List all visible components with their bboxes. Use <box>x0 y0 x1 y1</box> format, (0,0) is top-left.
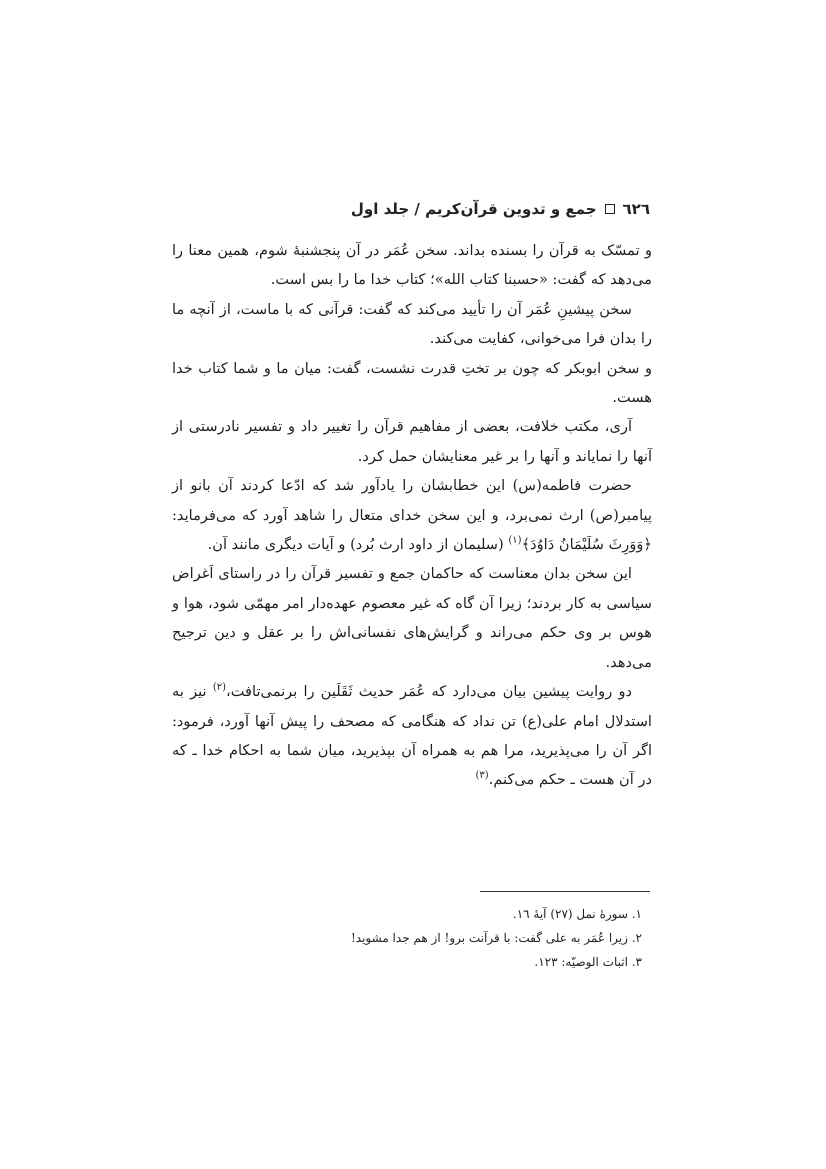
footnotes <box>172 902 652 974</box>
paragraph: این سخن بدان معناست که حاکمان جمع و تفسیر قرآن را در راستای اَغراض سیاسی به کار بردند؛ زیرا آن گاه که غیر معصوم عهده‌دار امر مهمّی شود، هوا و هوس بر وی حکم می‌راند و گرایش‌های نفسانی‌اش را بر عقل و دین ترجیح می‌دهد. <box>172 565 652 671</box>
square-bullet-icon <box>605 204 615 214</box>
body-text <box>172 236 652 795</box>
book-title: جمع و تدوین قرآن‌کریم / جلد اول <box>350 200 597 218</box>
footnote: ١. سورهٔ نمل (٢٧) آیهٔ ١٦. <box>512 907 642 921</box>
paragraph: آری، مکتب خلافت، بعضی از مفاهیم قرآن را تغییر داد و تفسیر نادرستی از آنها را نمایاند و آنها را بر غیر معنایشان حمل کرد. <box>172 418 652 465</box>
paragraph: و تمسّک به قرآن را بسنده بداند. سخن عُمَر در آن پنجشنبهٔ شوم، همین معنا را می‌دهد که گفت: «حسبنا کتاب الله»؛ کتاب خدا ما را بس است. <box>172 242 652 289</box>
footnote-ref: (١) <box>508 535 522 547</box>
footnote-divider <box>480 891 650 892</box>
footnote-ref: (٣) <box>475 770 489 782</box>
paragraph: حضرت فاطمه(س) این خطابشان را یادآور شد که ادّعا کردند آن بانو از پیامبر(ص) ارث نمی‌برد، و این سخن خدای متعال را شاهد آورد که می‌فرماید: ﴿وَوَرِثَ سُلَيْمَانُ دَاوُدَ﴾$^{(١)}$ (سلیمان از داود ارث بُرد) و آیات دیگری مانند آن. <box>172 477 652 554</box>
footnote: ٣. اثبات الوصیّه: ١٢٣. <box>534 955 642 969</box>
footnote: ٢. زیرا عُمَر به علی گفت: با قرآنت برو! از هم جدا مشوید! <box>350 931 642 945</box>
paragraph: سخن پیشینِ عُمَر آن را تأیید می‌کند که گفت: قرآنی که با ماست، از آنچه ما را بدان فرا می‌خوانی، کفایت می‌کند. <box>172 300 652 348</box>
footnote-ref: (٢) <box>212 682 226 694</box>
paragraph: دو روایت پیشین بیان می‌دارد که عُمَر حدیث ثَقَلَین را برنمی‌تافت،$^{(٢)}$ نیز به استدلال امام علی(ع) تن نداد که هنگامی که مصحف را پیش آنها آورد، فرمود: اگر آن را می‌پذیرید، مرا هم به همراه آن بپذیرید، میان شما به احکام خدا ـ که در آن هست ـ حکم می‌کنم.$^{(٣)}$ <box>172 682 652 789</box>
paragraph: و سخن ابوبکر که چون بر تختِ قدرت نشست، گفت: میان ما و شما کتاب خدا هست. <box>172 359 652 407</box>
running-header <box>176 196 650 222</box>
page-number: ٦٢٦ <box>622 200 650 218</box>
